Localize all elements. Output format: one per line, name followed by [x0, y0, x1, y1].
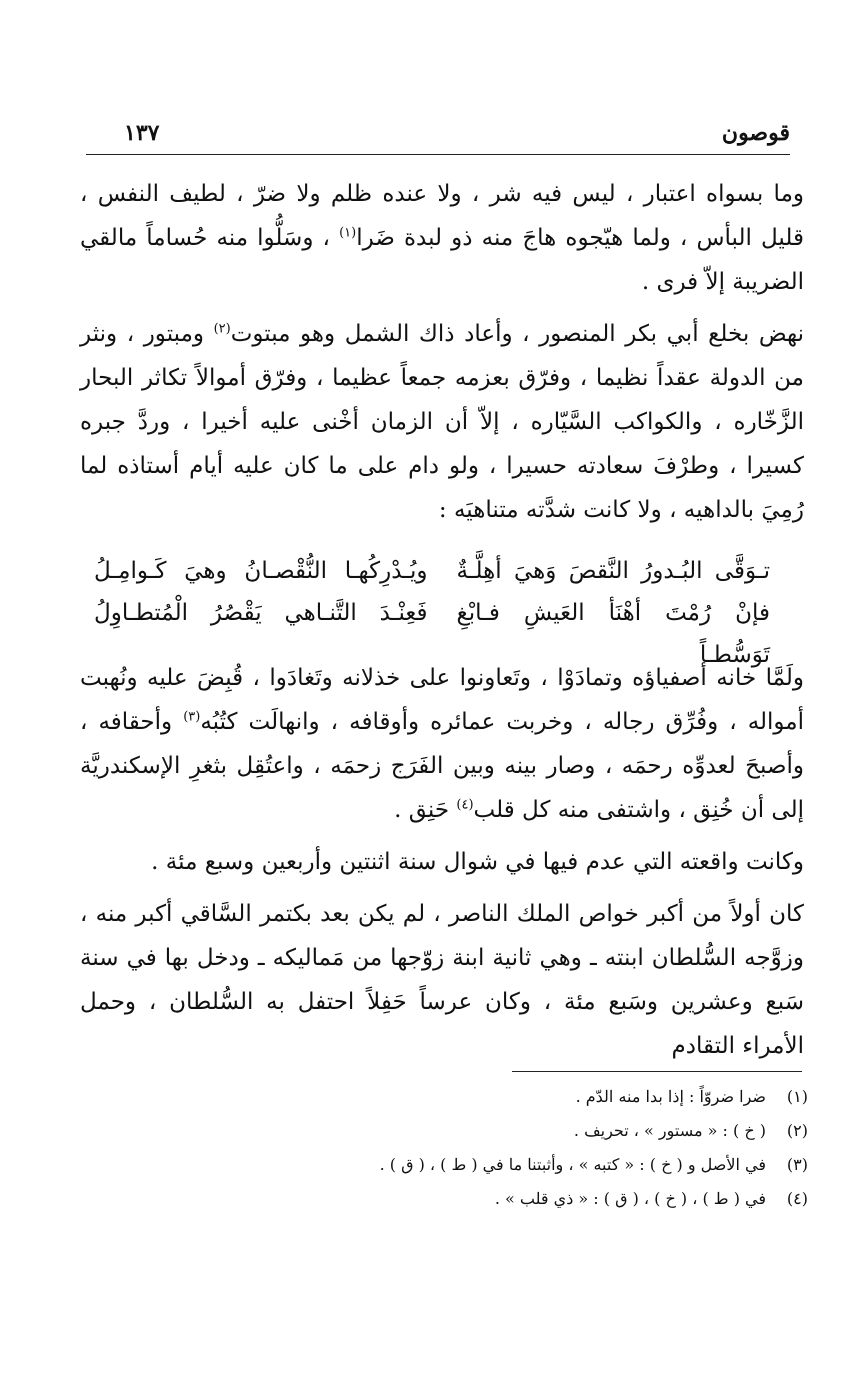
- footnote: [300, 1148, 808, 1182]
- footnote-ref-4: (٤): [456, 797, 474, 813]
- verse-line: [80, 550, 804, 592]
- paragraph-5: كان أولاً من أكبر خواص الملك الناصر ، لم يكن بعد بكتمر السَّاقي أكبر منه ، وزوَّجه السُّلطان ابنته ـ وهي ثانية ابنة زوّجها من مَماليكه ـ ودخل بها في سنة سَبع وعشرين وسَبع مئة ، وكان عرساً حَفِلاً احتفل به السُّلطان ، وحمل الأمراء التقادم: [80, 901, 804, 1059]
- paragraph-text: وما بسواه اعتبار ، ليس فيه شر ، ولا عنده ظلم ولا ضرّ ، لطيف النفس ، قليل البأس ، ولما هيّجوه هاجَ منه ذو لبدة ضَرا: [80, 181, 804, 251]
- page-header: [86, 120, 790, 155]
- paragraph-3: [80, 656, 804, 832]
- footnote-divider: [512, 1071, 802, 1072]
- footnotes: [300, 1080, 808, 1216]
- footnote: [300, 1080, 808, 1114]
- paragraph-text: ومبتور ، ونثر من الدولة عقداً نظيما ، وفرّق بعزمه جمعاً عظيما ، وفرّق أموالاً تكاثر البحار الزَّخّاره ، والكواكب السَّيّاره ، إلاّ أن الزمان أخْنى عليه أخيرا ، وردَّ جبره كسيرا ، وطرْفَ سعادته حسيرا ، ولو دام على ما كان عليه أيام أستاذه لما رُمِيَ بالداهيه ، ولا كانت شدَّته متناهيَه :: [80, 321, 804, 523]
- main-text: [80, 172, 804, 1076]
- verse-first-hemistich: تـوَقَّى البُـدورُ النَّقصَ وَهيَ أهِلَّـةٌ: [456, 558, 770, 584]
- footnote-text: في ( ط ) ، ( خ ) ، ( ق ) : « ذي قلب » .: [494, 1189, 766, 1208]
- paragraph-text: ، وسَلُّوا منه حُساماً مالقي الضريبة إلاّ فرى .: [80, 225, 804, 295]
- paragraph-text: نهض بخلع أبي بكر المنصور ، وأعاد ذاك الشمل وهو مبتوت: [230, 321, 805, 347]
- footnote: [300, 1182, 808, 1216]
- footnote-number: (٤): [786, 1189, 808, 1208]
- footnote-ref-2: (٢): [213, 321, 231, 337]
- paragraph-4: وكانت واقعته التي عدم فيها في شوال سنة اثنتين وأربعين وسبع مئة .: [151, 849, 804, 875]
- paragraph-2: [80, 312, 804, 532]
- footnote-ref-1: (١): [339, 225, 357, 241]
- verse-first-hemistich: فإنْ رُمْتَ أهْنَأ العَيشِ فـابْغِ تَوَسُّطـاً: [456, 600, 770, 668]
- page-number: ١٣٧: [124, 120, 160, 146]
- footnote-number: (١): [786, 1087, 808, 1106]
- footnote-number: (٢): [786, 1121, 808, 1140]
- footnote-text: ضرا ضروّاً : إذا بدا منه الدّم .: [575, 1087, 766, 1106]
- footnote-text: في الأصل و ( خ ) : « كتبه » ، وأثبتنا ما في ( ط ) ، ( ق ) .: [379, 1155, 766, 1174]
- verse-line: [80, 592, 804, 668]
- paragraph-text: حَنِق .: [394, 797, 450, 823]
- footnote-number: (٣): [786, 1155, 808, 1174]
- footnote-ref-3: (٣): [183, 709, 201, 725]
- poem: [80, 550, 804, 668]
- paragraph-text: وأحقافه ، وأصبحَ لعدوِّه رحمَه ، وصار بينه وبين الفَرَج زحمَه ، واعتُقِل بثغرِ الإسكندريَّة إلى أن خُنِق ، واشتفى منه كل قلب: [80, 709, 804, 823]
- running-title: قوصون: [721, 120, 790, 146]
- verse-second-hemistich: ويُـدْرِكُهـا النُّقْصـانُ وهيَ كَـوامِـلُ: [94, 558, 428, 584]
- verse-second-hemistich: فَعِنْـدَ التَّنـاهي يَقْصُرُ الْمُتطـاوِلُ: [94, 600, 428, 626]
- paragraph-text: ولَمَّا خانه أصفياؤه وتمادَوْا ، وتَعاونوا على خذلانه وتَغادَوا ، قُبِضَ عليه ونُهبت أمواله ، وفُرِّق رجاله ، وخربت عمائره وأوقافه ، وانهالَت كتُبُه: [80, 665, 805, 735]
- footnote-text: ( خ ) : « مستور » ، تحريف .: [573, 1121, 766, 1140]
- footnote: [300, 1114, 808, 1148]
- paragraph-1: [80, 172, 804, 304]
